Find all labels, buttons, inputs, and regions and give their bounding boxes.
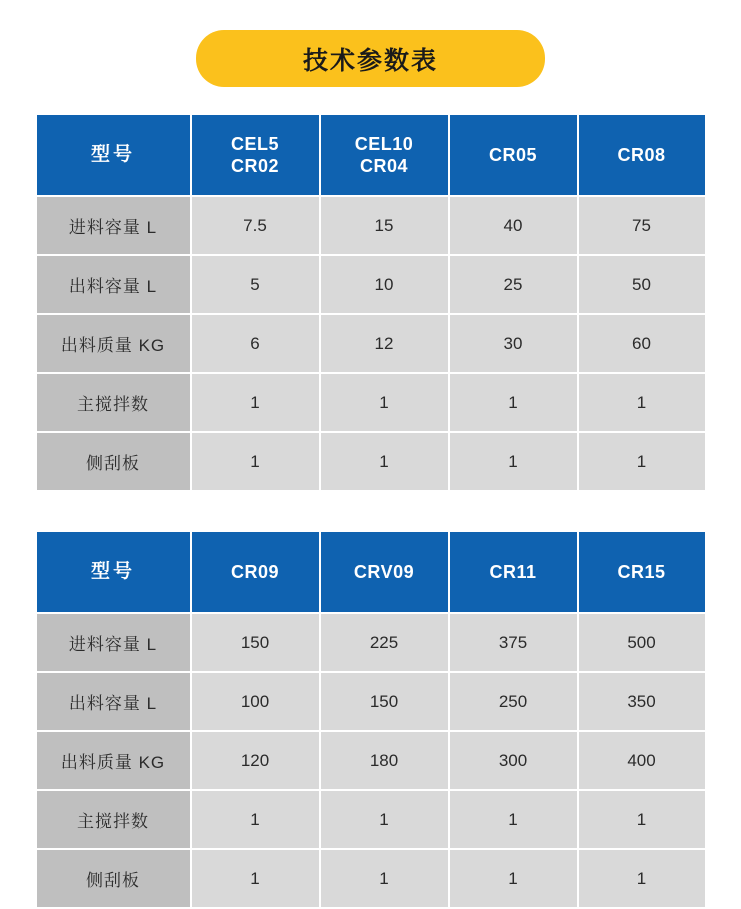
table-header-row <box>36 114 706 196</box>
row-label: 进料容量 L <box>36 196 191 255</box>
table-row <box>36 314 706 373</box>
row-value: 25 <box>449 255 578 314</box>
table-row <box>36 255 706 314</box>
row-value: 7.5 <box>191 196 320 255</box>
row-value: 1 <box>191 849 320 908</box>
spec-table-1-header <box>36 114 706 196</box>
row-value: 1 <box>449 790 578 849</box>
row-label: 出料质量 KG <box>36 731 191 790</box>
table-row <box>36 373 706 432</box>
column-header-2: CRV09 <box>320 531 449 613</box>
row-value: 60 <box>578 314 706 373</box>
row-value: 50 <box>578 255 706 314</box>
row-value: 1 <box>449 432 578 491</box>
row-value: 30 <box>449 314 578 373</box>
row-value: 1 <box>191 432 320 491</box>
table-row <box>36 731 706 790</box>
row-label: 出料容量 L <box>36 255 191 314</box>
row-value: 120 <box>191 731 320 790</box>
row-value: 1 <box>320 849 449 908</box>
row-value: 225 <box>320 613 449 672</box>
column-header-model: 型号 <box>36 114 191 196</box>
spec-table-2-header <box>36 531 706 613</box>
row-value: 100 <box>191 672 320 731</box>
row-value: 300 <box>449 731 578 790</box>
spec-table-1 <box>35 113 707 492</box>
table-row <box>36 790 706 849</box>
column-header-model: 型号 <box>36 531 191 613</box>
row-value: 5 <box>191 255 320 314</box>
row-label: 进料容量 L <box>36 613 191 672</box>
table-row <box>36 432 706 491</box>
table-row <box>36 672 706 731</box>
table-row <box>36 196 706 255</box>
row-value: 75 <box>578 196 706 255</box>
row-value: 500 <box>578 613 706 672</box>
row-label: 主搅拌数 <box>36 790 191 849</box>
row-value: 1 <box>578 849 706 908</box>
row-value: 1 <box>320 373 449 432</box>
row-value: 1 <box>191 373 320 432</box>
column-header-2: CEL10 CR04 <box>320 114 449 196</box>
page-title: 技术参数表 <box>302 46 438 75</box>
row-label: 主搅拌数 <box>36 373 191 432</box>
row-value: 1 <box>578 373 706 432</box>
spec-table-2 <box>35 530 707 909</box>
row-value: 150 <box>191 613 320 672</box>
row-value: 250 <box>449 672 578 731</box>
row-value: 40 <box>449 196 578 255</box>
row-value: 6 <box>191 314 320 373</box>
row-value: 1 <box>578 432 706 491</box>
column-header-3: CR05 <box>449 114 578 196</box>
column-header-3: CR11 <box>449 531 578 613</box>
row-value: 180 <box>320 731 449 790</box>
table-separator <box>0 492 741 530</box>
table-header-row <box>36 531 706 613</box>
row-label: 出料容量 L <box>36 672 191 731</box>
row-label: 出料质量 KG <box>36 314 191 373</box>
row-value: 1 <box>320 432 449 491</box>
row-value: 150 <box>320 672 449 731</box>
column-header-4: CR08 <box>578 114 706 196</box>
spec-table-1-body <box>36 196 706 491</box>
row-label: 侧刮板 <box>36 849 191 908</box>
table-row <box>36 849 706 908</box>
row-value: 375 <box>449 613 578 672</box>
spec-table-2-body <box>36 613 706 908</box>
row-value: 1 <box>191 790 320 849</box>
row-value: 1 <box>449 373 578 432</box>
column-header-4: CR15 <box>578 531 706 613</box>
table-row <box>36 613 706 672</box>
row-value: 350 <box>578 672 706 731</box>
row-value: 1 <box>578 790 706 849</box>
row-value: 400 <box>578 731 706 790</box>
title-pill <box>196 30 545 87</box>
column-header-1: CR09 <box>191 531 320 613</box>
column-header-1: CEL5 CR02 <box>191 114 320 196</box>
page-title-container <box>0 0 741 113</box>
row-value: 1 <box>320 790 449 849</box>
row-value: 10 <box>320 255 449 314</box>
row-label: 侧刮板 <box>36 432 191 491</box>
row-value: 1 <box>449 849 578 908</box>
row-value: 12 <box>320 314 449 373</box>
row-value: 15 <box>320 196 449 255</box>
